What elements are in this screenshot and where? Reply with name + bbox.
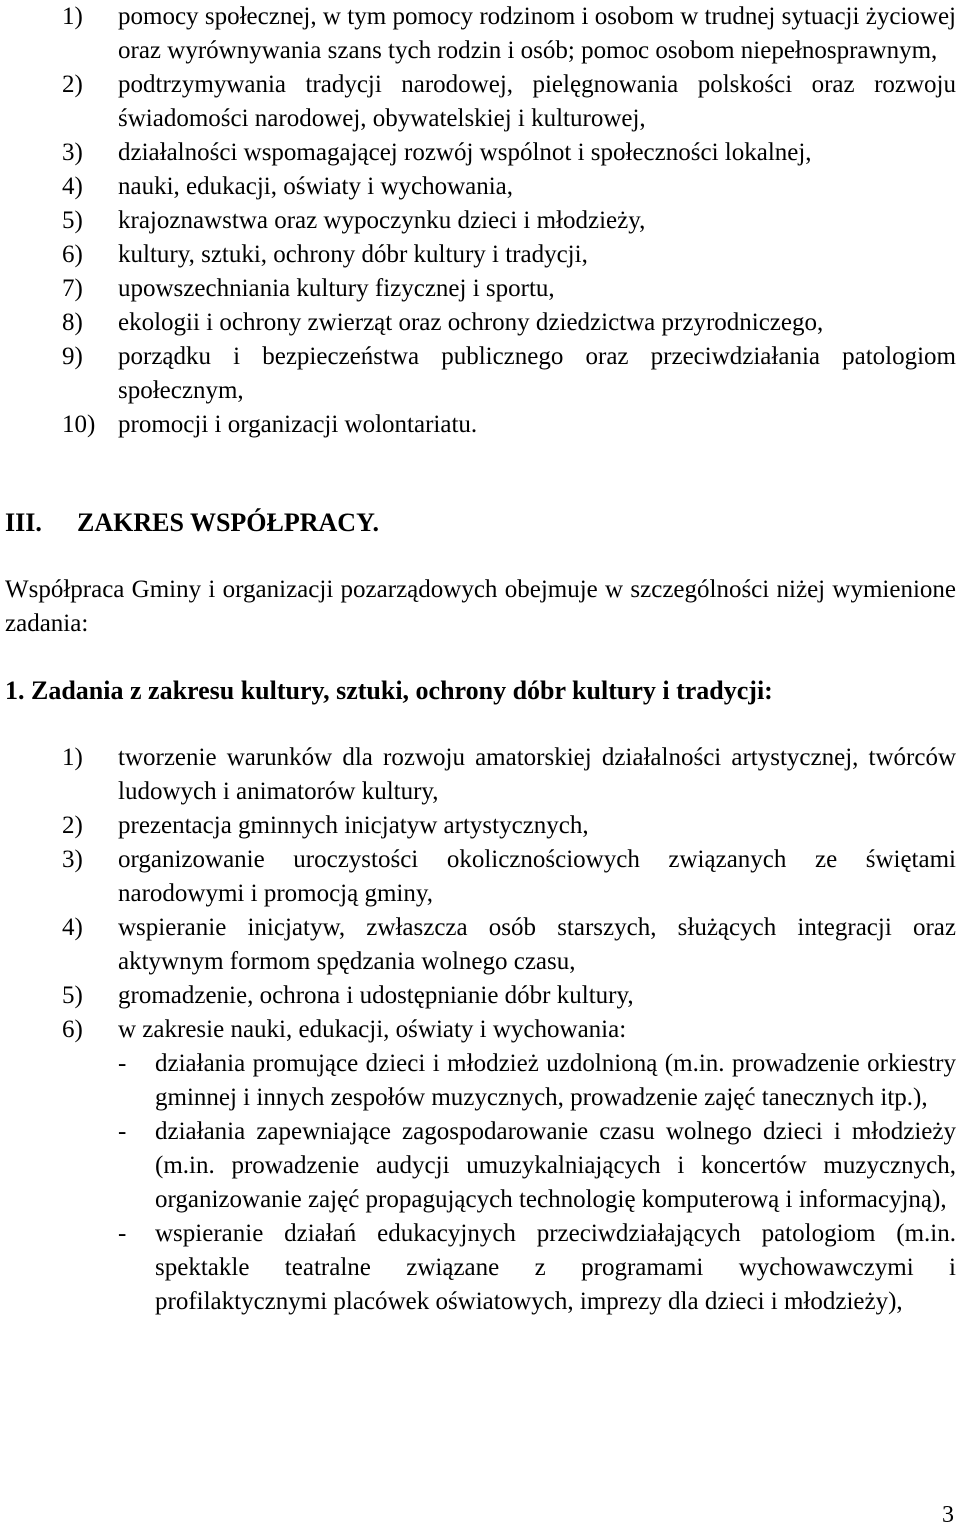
item-text: kultury, sztuki, ochrony dóbr kultury i tradycji, [118,241,588,268]
item-number: 2) [62,71,83,98]
item-number: 2) [62,812,83,839]
item-text: w zakresie nauki, edukacji, oświaty i wychowania: [118,1016,627,1043]
item-text: ekologii i ochrony zwierząt oraz ochrony dziedzictwa przyrodniczego, [118,309,824,336]
item-text: wspieranie inicjatyw, zwłaszcza osób starszych, służących integracji oraz aktywnym formom spędzania wolnego czasu, [118,914,956,975]
section-title: ZAKRES WSPÓŁPRACY. [77,508,379,537]
list-item [0,68,960,136]
task-area-list [0,0,960,442]
list-item [0,408,960,442]
list-item [0,272,960,306]
sub-list-item [0,1217,960,1319]
sub-item-text: działania promujące dzieci i młodzież uzdolnioną (m.in. prowadzenie orkiestry gminnej i innych zespołów muzycznych, prowadzenie zajęć tanecznych itp.), [155,1050,956,1111]
item-number: 5) [62,207,83,234]
item-text: pomocy społecznej, w tym pomocy rodzinom i osobom w trudnej sytuacji życiowej oraz wyrównywania szans tych rodzin i osób; pomoc osobom niepełnosprawnym, [118,3,956,64]
list-item [0,843,960,911]
list-item [0,809,960,843]
intro-paragraph: Współpraca Gminy i organizacji pozarządowych obejmuje w szczególności niżej wymienione zadania: [5,576,956,637]
item-number: 4) [62,914,83,941]
list-item [0,238,960,272]
item-number: 4) [62,173,83,200]
item-number: 9) [62,343,83,370]
subsection-heading: 1. Zadania z zakresu kultury, sztuki, ochrony dóbr kultury i tradycji: [5,676,773,705]
item-text: nauki, edukacji, oświaty i wychowania, [118,173,514,200]
item-number: 7) [62,275,83,302]
item-number: 3) [62,846,83,873]
list-item [0,911,960,979]
list-item [0,136,960,170]
item-number: 1) [62,744,83,771]
item-text: tworzenie warunków dla rozwoju amatorskiej działalności artystycznej, twórców ludowych i animatorów kultury, [118,744,956,805]
item-number: 10) [62,411,96,438]
item-text: prezentacja gminnych inicjatyw artystycznych, [118,812,589,839]
dash-bullet: - [118,1118,127,1145]
sub-list-item [0,1047,960,1115]
item-text: organizowanie uroczystości okolicznościowych związanych ze świętami narodowymi i promocją gminy, [118,846,956,907]
dash-bullet: - [118,1220,127,1247]
item-text: krajoznawstwa oraz wypoczynku dzieci i młodzieży, [118,207,646,234]
dash-bullet: - [118,1050,127,1077]
list-item [0,979,960,1013]
list-item [0,741,960,809]
list-item [0,340,960,408]
item-text: działalności wspomagającej rozwój wspólnot i społeczności lokalnej, [118,139,812,166]
list-item [0,170,960,204]
item-number: 1) [62,3,83,30]
list-item [0,0,960,68]
item-text: upowszechniania kultury fizycznej i sportu, [118,275,555,302]
sub-list-item [0,1115,960,1217]
item-number: 3) [62,139,83,166]
item-text: porządku i bezpieczeństwa publicznego oraz przeciwdziałania patologiom społecznym, [118,343,956,404]
item-number: 6) [62,1016,83,1043]
item-number: 5) [62,982,83,1009]
list-item [0,1013,960,1047]
list-item [0,306,960,340]
section-heading [5,506,379,540]
section-number: III. [5,508,42,537]
culture-task-list [0,741,960,1319]
sub-item-text: wspieranie działań edukacyjnych przeciwdziałających patologiom (m.in. spektakle teatralne związane z programami wychowawczymi i profilaktycznymi placówek oświatowych, imprezy dla dzieci i młodzieży), [155,1220,956,1315]
item-text: podtrzymywania tradycji narodowej, pielęgnowania polskości oraz rozwoju świadomości narodowej, obywatelskiej i kulturowej, [118,71,956,132]
page-number: 3 [942,1502,954,1528]
item-number: 8) [62,309,83,336]
sub-item-text: działania zapewniające zagospodarowanie czasu wolnego dzieci i młodzieży (m.in. prowadzenie audycji umuzykalniających i koncertów muzycznych, organizowanie zajęć propagujących technologię komputerową i informacyjną), [155,1118,956,1213]
item-number: 6) [62,241,83,268]
item-text: gromadzenie, ochrona i udostępnianie dóbr kultury, [118,982,634,1009]
list-item [0,204,960,238]
item-text: promocji i organizacji wolontariatu. [118,411,478,438]
